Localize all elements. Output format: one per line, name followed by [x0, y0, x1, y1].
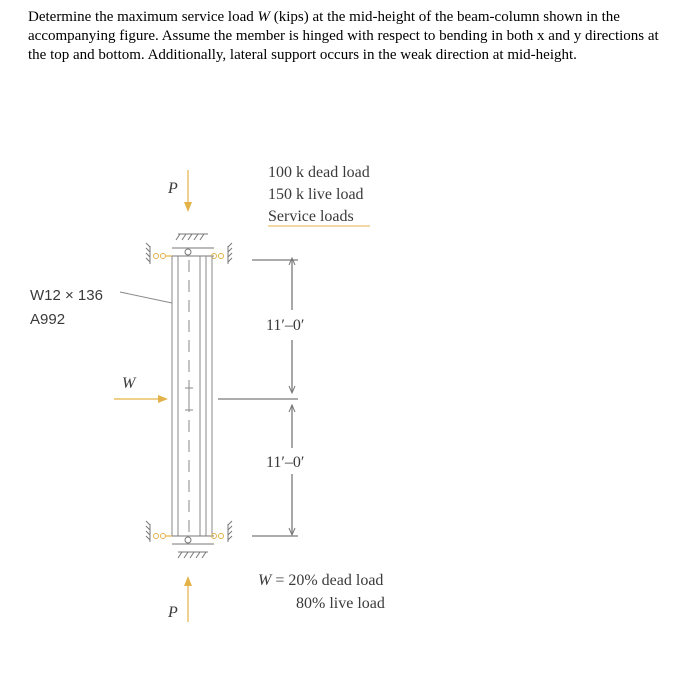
dimension-lines: [218, 258, 298, 536]
section-grade-label: A992: [30, 311, 66, 328]
bottom-load-p-label: P: [168, 604, 178, 621]
dead-load-text: 100 k dead load: [268, 164, 370, 181]
bottom-load-arrow: [184, 576, 192, 622]
lateral-load-w-label: W: [122, 375, 136, 392]
problem-variable-w: W: [257, 9, 271, 25]
lateral-load-equation: [258, 572, 383, 589]
section-leader: [120, 292, 172, 303]
lateral-load-equation-w: W: [258, 572, 272, 589]
problem-text-before: Determine the maximum service load: [28, 9, 258, 25]
lateral-load-equation-dead: = 20% dead load: [271, 572, 384, 589]
service-loads-title: Service loads: [268, 208, 354, 225]
top-load-arrow: [184, 170, 192, 212]
live-load-text: 150 k live load: [268, 186, 364, 203]
upper-dimension-label: 11′–0′: [266, 317, 305, 334]
column-body: [172, 256, 212, 536]
lateral-load-live-text: 80% live load: [296, 595, 385, 612]
top-support: [146, 234, 232, 264]
problem-text-after: (kips) at the mid-height of the beam-column shown in the accompanying figure. Assume the member is hinged with respect to bending in both x and y directions at the top and bottom. Additionally, lateral support occurs in the weak direction at mid-height.: [28, 9, 659, 63]
top-load-p-label: P: [168, 180, 178, 197]
section-shape-label: W12 × 136: [30, 287, 103, 304]
lower-dimension-label: 11′–0′: [266, 454, 305, 471]
lateral-load-arrow: [114, 395, 168, 403]
